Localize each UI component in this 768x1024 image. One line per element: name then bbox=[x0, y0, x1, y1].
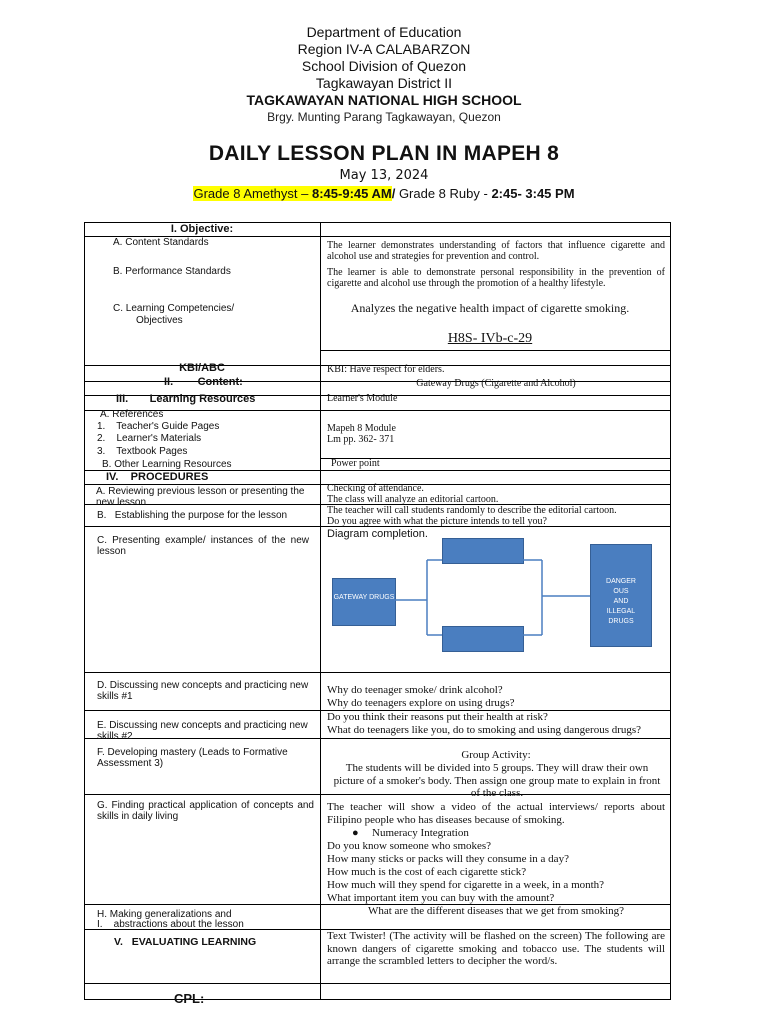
resources-label: III. Learning Resources bbox=[116, 393, 256, 405]
procedure-a-line2: The class will analyze an editorial cartoon. bbox=[327, 494, 499, 505]
kbi-label: KBI/ABC bbox=[179, 362, 225, 374]
competency-code: H8S- IVb-c-29 bbox=[447, 331, 533, 346]
diagram-line: OUS bbox=[613, 588, 629, 595]
content-text: Gateway Drugs (Cigarette and Alcohol) bbox=[416, 378, 576, 389]
procedure-f-label: F. Developing mastery (Leads to Formative Assessment 3) bbox=[97, 747, 288, 769]
procedure-b-label: B. Establishing the purpose for the lesson bbox=[97, 510, 288, 521]
procedures-label: IV. PROCEDURES bbox=[106, 471, 209, 483]
procedure-g-bullet bbox=[352, 827, 652, 840]
header-department: Department of Education bbox=[306, 24, 462, 40]
learners-materials-text: Lm pp. 362- 371 bbox=[327, 434, 395, 445]
diagram-line: ILLEGAL bbox=[606, 608, 636, 615]
procedure-g-q3: How much is the cost of each cigarette stick? bbox=[327, 866, 527, 878]
header-district: Tagkawayan District II bbox=[315, 75, 453, 91]
learners-materials-label: 2. Learner's Materials bbox=[97, 433, 202, 444]
performance-standards-label: B. Performance Standards bbox=[113, 266, 231, 277]
page-title: DAILY LESSON PLAN IN MAPEH 8 bbox=[208, 142, 560, 165]
textbook-pages-label: 3. Textbook Pages bbox=[97, 446, 188, 457]
other-resources-text: Power point bbox=[331, 458, 380, 469]
lesson-date: May 13, 2024 bbox=[339, 168, 429, 183]
procedure-e-line1: Do you think their reasons put their health at risk? bbox=[327, 711, 548, 723]
procedure-f-text: The students will be divided into 5 groups. They will draw their own picture of a smoker's body. Then assign one group mate to explain in front of the class. bbox=[333, 762, 661, 800]
bullet-text: Numeracy Integration bbox=[372, 827, 469, 839]
procedure-h-text: What are the different diseases that we get from smoking? bbox=[367, 905, 625, 917]
procedure-b-line2: Do you agree with what the picture intends to tell you? bbox=[327, 516, 547, 527]
header-address: Brgy. Munting Parang Tagkawayan, Quezon bbox=[267, 110, 501, 124]
procedure-d-label: D. Discussing new concepts and practicing new skills #1 bbox=[97, 680, 309, 702]
procedure-a-line1: Checking of attendance. bbox=[327, 483, 424, 494]
procedure-g-q5: What important item you can buy with the amount? bbox=[327, 892, 555, 904]
objectives-label: Objectives bbox=[136, 315, 183, 326]
diagram-label-gateway: GATEWAY DRUGS bbox=[333, 594, 395, 601]
procedure-a-label: A. Reviewing previous lesson or presenting the new lesson bbox=[96, 486, 305, 508]
procedure-e-label: E. Discussing new concepts and practicing new skills #2 bbox=[97, 720, 308, 742]
procedure-h-label: H. Making generalizations and bbox=[97, 909, 232, 920]
kbi-text: KBI: Have respect for elders. bbox=[327, 364, 445, 375]
schedule-time1: 8:45-9:45 AM bbox=[311, 186, 392, 201]
references-label: A. References bbox=[100, 409, 164, 420]
procedure-i-label: I. abstractions about the lesson bbox=[97, 919, 244, 930]
cpl-label: CPL: bbox=[174, 991, 205, 1006]
teachers-guide-label: 1. Teacher's Guide Pages bbox=[97, 421, 220, 432]
procedure-g-q1: Do you know someone who smokes? bbox=[327, 840, 492, 852]
procedure-g-q2: How many sticks or packs will they consume in a day? bbox=[327, 853, 569, 865]
procedure-g-text: The teacher will show a video of the actual interviews/ reports about Filipino people who has diseases because of smoking. bbox=[327, 801, 665, 826]
evaluating-text: Text Twister! (The activity will be flashed on the screen) The following are known dangers of cigarette smoking and tobacco use. The students will arrange the scrambled letters to decipher the word/s. bbox=[327, 930, 665, 968]
procedure-b-line1: The teacher will call students randomly to describe the editorial cartoon. bbox=[327, 505, 617, 516]
content-standards-label: A. Content Standards bbox=[113, 237, 209, 248]
resources-text: Learner's Module bbox=[327, 393, 398, 404]
header-school: TAGKAWAYAN NATIONAL HIGH SCHOOL bbox=[246, 92, 522, 108]
procedure-d-line1: Why do teenager smoke/ drink alcohol? bbox=[327, 684, 503, 696]
schedule-separator: / bbox=[391, 186, 396, 201]
evaluating-label: V. EVALUATING LEARNING bbox=[114, 936, 257, 948]
content-standards-text: The learner demonstrates understanding of factors that influence cigarette and alcohol use and strategies for prevention and control. bbox=[327, 240, 665, 262]
procedure-c-text: Diagram completion. bbox=[327, 528, 428, 540]
diagram-line: DRUGS bbox=[608, 618, 634, 625]
schedule-class2: Grade 8 Ruby - bbox=[395, 186, 492, 201]
diagram-line: AND bbox=[613, 598, 629, 605]
header-division: School Division of Quezon bbox=[301, 58, 467, 74]
objective-heading: I. Objective: bbox=[170, 223, 234, 235]
bullet-icon: ● bbox=[352, 827, 359, 839]
other-resources-label: B. Other Learning Resources bbox=[102, 459, 232, 470]
performance-standards-text: The learner is able to demonstrate personal responsibility in the prevention of cigarette and alcohol use through the promotion of a healthy lifestyle. bbox=[327, 267, 665, 289]
content-label: II. Content: bbox=[164, 376, 243, 388]
procedure-d-line2: Why do teenagers explore on using drugs? bbox=[327, 697, 515, 709]
procedure-c-label: C. Presenting example/ instances of the new lesson bbox=[97, 535, 309, 557]
schedule-time2: 2:45- 3:45 PM bbox=[491, 186, 575, 201]
schedule-class1: Grade 8 Amethyst – bbox=[193, 186, 312, 201]
procedure-g-q4: How much will they spend for cigarette in a week, in a month? bbox=[327, 879, 605, 891]
header-region: Region IV-A CALABARZON bbox=[297, 41, 471, 57]
teachers-guide-text: Mapeh 8 Module bbox=[327, 423, 396, 434]
procedure-f-title: Group Activity: bbox=[461, 749, 531, 761]
competency-text: Analyzes the negative health impact of cigarette smoking. bbox=[350, 301, 630, 315]
diagram-line: DANGER bbox=[606, 578, 636, 585]
procedure-e-line2: What do teenagers like you, do to smoking and using dangerous drugs? bbox=[327, 724, 642, 736]
learning-competencies-label: C. Learning Competencies/ bbox=[113, 303, 235, 314]
procedure-g-label: G. Finding practical application of concepts and skills in daily living bbox=[97, 800, 314, 822]
